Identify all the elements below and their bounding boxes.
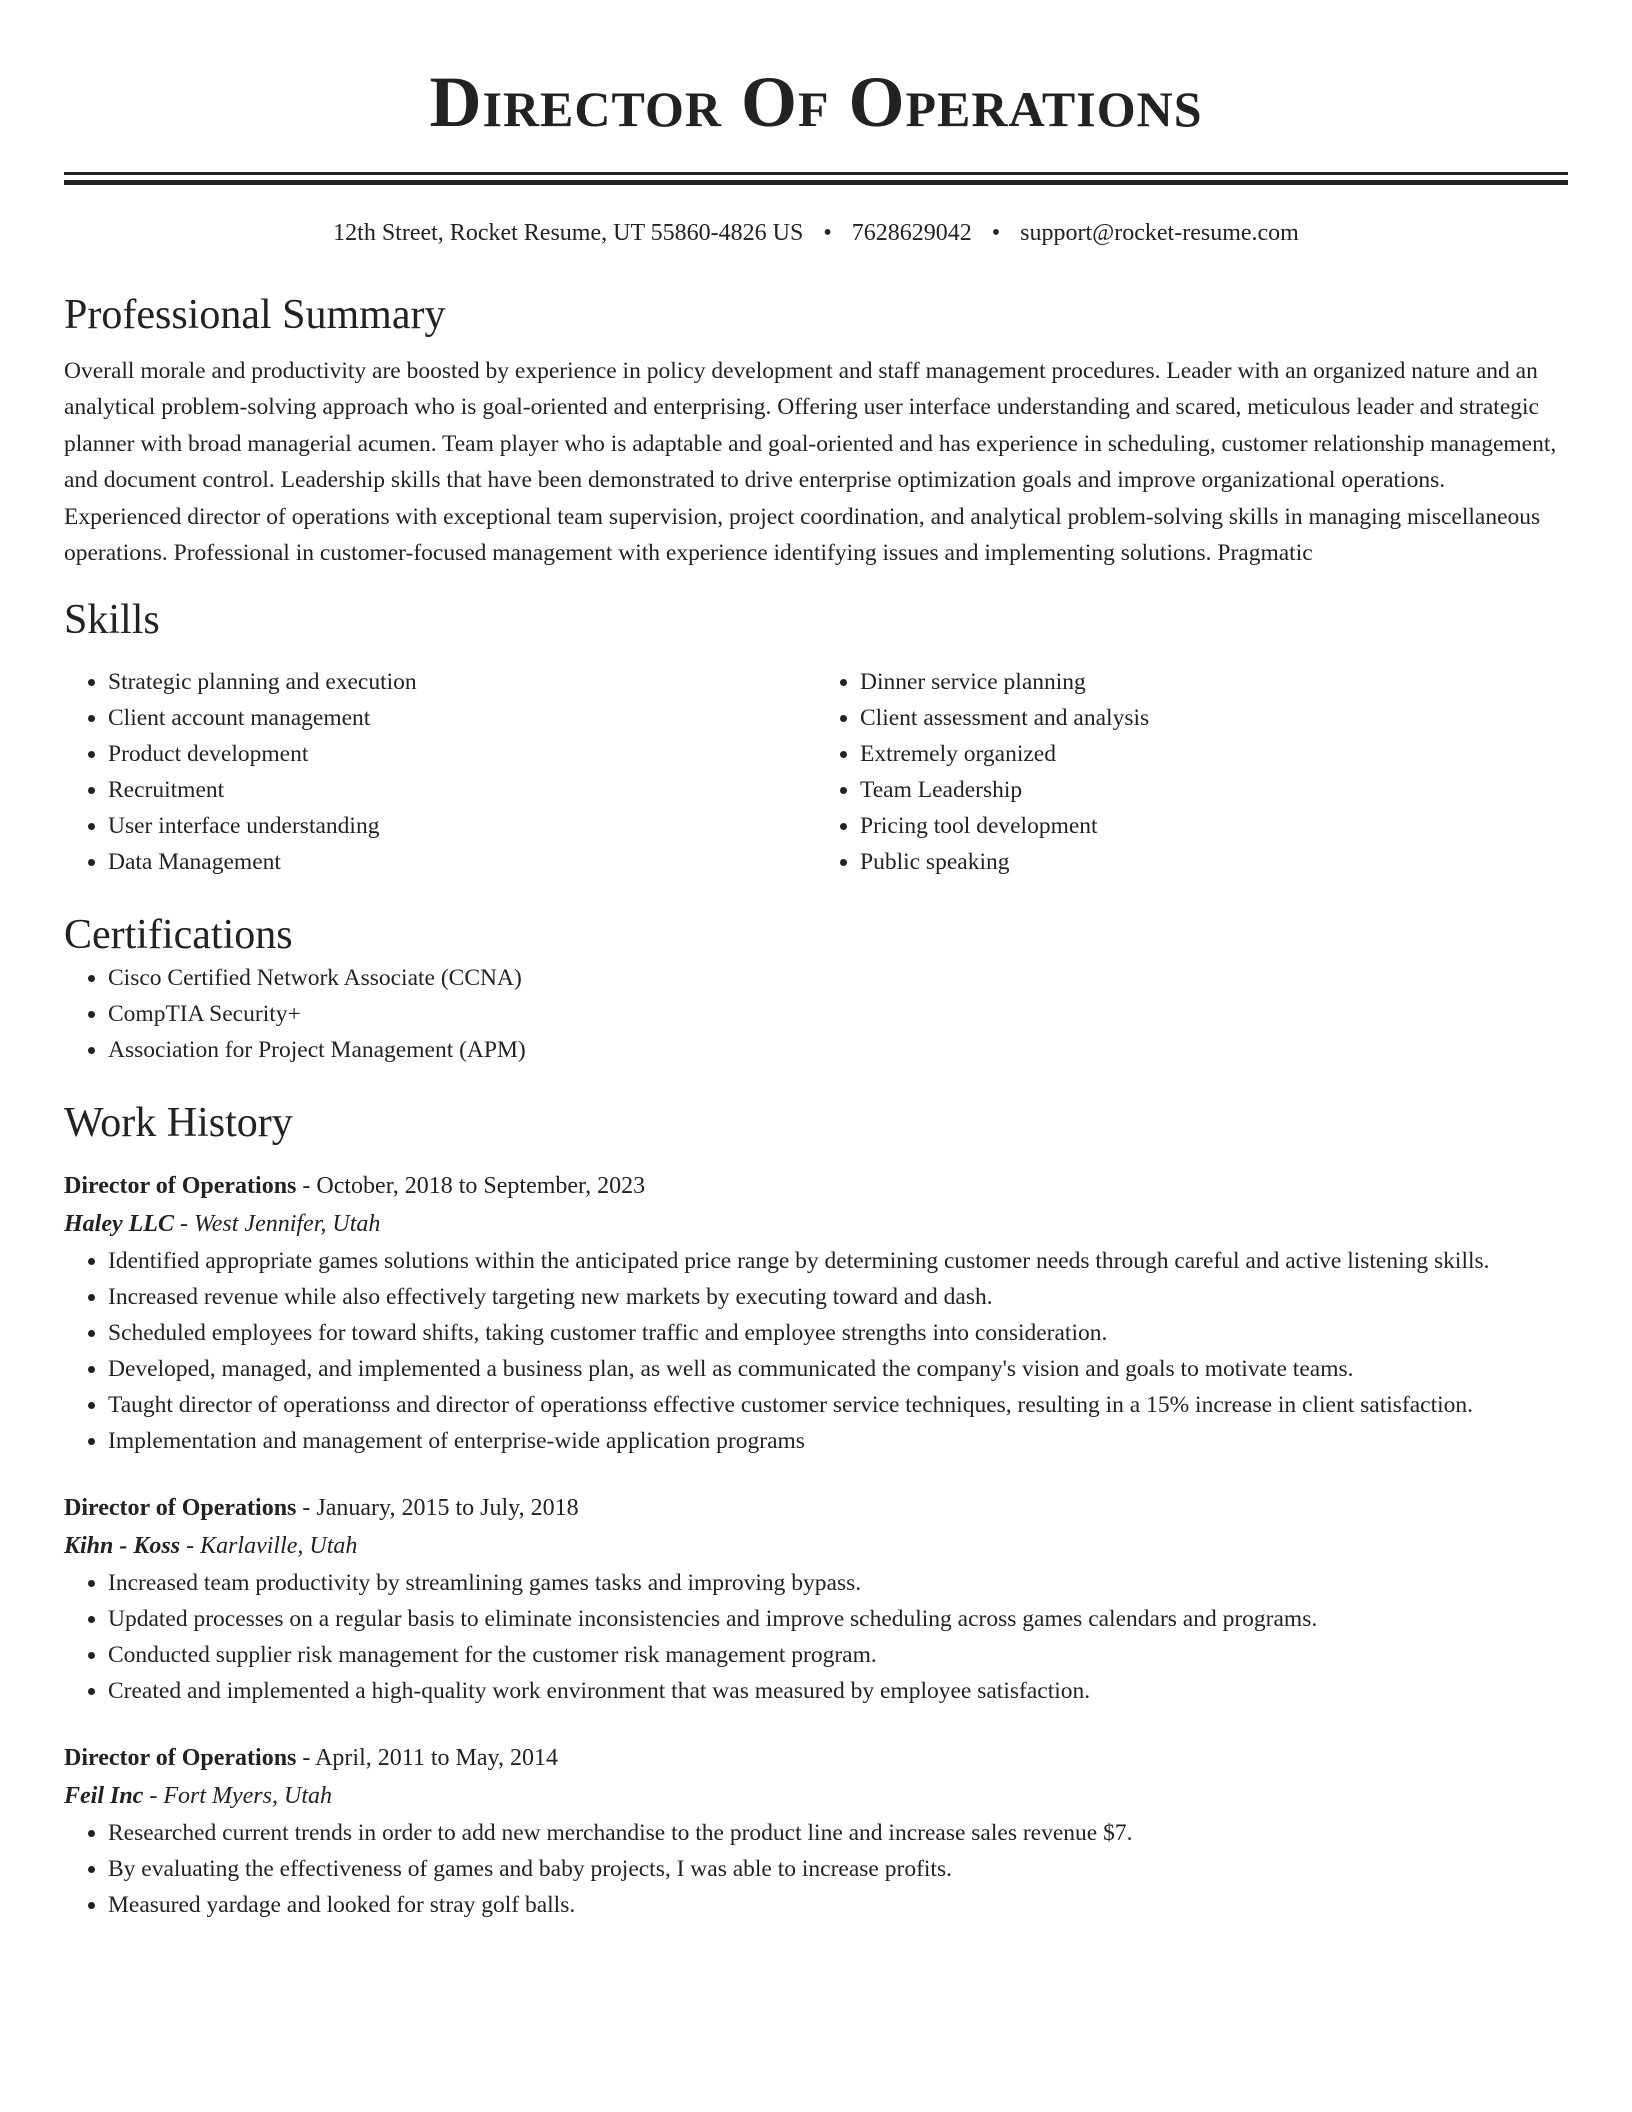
job-bullet: • Increased team productivity by streamlining games tasks and improving bypass. — [108, 1565, 1568, 1601]
job-company: Feil Inc — [64, 1783, 144, 1810]
title-divider — [64, 172, 1568, 185]
skills-list-left — [64, 664, 816, 880]
contact-separator: • — [991, 220, 1001, 246]
job-entry — [64, 1739, 1568, 1923]
skill-item: • Pricing tool development — [860, 808, 1568, 844]
contact-email: support@rocket-resume.com — [1020, 220, 1299, 246]
job-company-line: Kihn - Koss - Karlaville, Utah — [64, 1533, 358, 1560]
job-entry — [64, 1489, 1568, 1709]
job-bullet: • Developed, managed, and implemented a business plan, as well as communicated the company's vision and goals to motivate teams. — [108, 1351, 1568, 1387]
skills-list-right — [816, 664, 1568, 880]
job-bullet: • Created and implemented a high-quality work environment that was measured by employee satisfaction. — [108, 1673, 1568, 1709]
job-bullet: • Identified appropriate games solutions within the anticipated price range by determining customer needs through careful and active listening skills. — [108, 1243, 1568, 1279]
job-title-line: Director of Operations - January, 2015 to July, 2018 — [64, 1495, 579, 1522]
job-location: Karlaville, Utah — [200, 1533, 358, 1560]
contact-line — [64, 218, 1568, 248]
job-dates: April, 2011 to May, 2014 — [315, 1745, 558, 1772]
skill-item: • Extremely organized — [860, 736, 1568, 772]
skill-item: • Product development — [108, 736, 816, 772]
job-bullets — [64, 1243, 1568, 1459]
skill-item: • Client account management — [108, 700, 816, 736]
skills-columns — [64, 664, 1568, 880]
skill-item: • Data Management — [108, 844, 816, 880]
work-history-heading: Work History — [64, 1100, 293, 1147]
job-bullet: • Increased revenue while also effectively targeting new markets by executing toward and dash. — [108, 1279, 1568, 1315]
certification-item: • Association for Project Management (APM) — [108, 1032, 1568, 1068]
skill-item: • Recruitment — [108, 772, 816, 808]
job-company: Kihn - Koss — [64, 1533, 181, 1560]
job-bullet: • Implementation and management of enterprise-wide application programs — [108, 1423, 1568, 1459]
skills-heading: Skills — [64, 597, 160, 644]
job-dates: October, 2018 to September, 2023 — [316, 1173, 646, 1200]
job-company-line: Feil Inc - Fort Myers, Utah — [64, 1783, 332, 1810]
job-entry — [64, 1167, 1568, 1459]
job-bullet: • Measured yardage and looked for stray golf balls. — [108, 1887, 1568, 1923]
job-bullets — [64, 1565, 1568, 1709]
skill-item: • Team Leadership — [860, 772, 1568, 808]
job-bullet: • Researched current trends in order to add new merchandise to the product line and increase sales revenue $7. — [108, 1815, 1568, 1851]
job-role: Director of Operations — [64, 1495, 297, 1522]
certification-item: • Cisco Certified Network Associate (CCNA) — [108, 960, 1568, 996]
job-location: Fort Myers, Utah — [163, 1783, 332, 1810]
job-bullet: • Scheduled employees for toward shifts, taking customer traffic and employee strengths into consideration. — [108, 1315, 1568, 1351]
job-title-line: Director of Operations - April, 2011 to May, 2014 — [64, 1745, 558, 1772]
skill-item: • User interface understanding — [108, 808, 816, 844]
summary-text: Overall morale and productivity are boosted by experience in policy development and staff management procedures. Leader with an organized nature and an analytical problem-solving approach who is goal-oriented and enterprising. Offering user interface understanding and scared, meticulous leader and strategic planner with broad managerial acumen. Team player who is adaptable and goal-oriented and has experience in scheduling, customer relationship management, and document control. Leadership skills that have been demonstrated to drive enterprise optimization goals and improve organizational operations. Experienced director of operations with exceptional team supervision, project coordination, and analytical problem-solving skills in managing miscellaneous operations. Professional in customer-focused management with experience identifying issues and implementing solutions. Pragmatic — [64, 358, 1557, 567]
job-bullet: • Conducted supplier risk management for the customer risk management program. — [108, 1637, 1568, 1673]
job-bullet: • Taught director of operationss and director of operationss effective customer service techniques, resulting in a 15% increase in client satisfaction. — [108, 1387, 1568, 1423]
job-bullet: • By evaluating the effectiveness of games and baby projects, I was able to increase profits. — [108, 1851, 1568, 1887]
contact-address: 12th Street, Rocket Resume, UT 55860-4826 US — [333, 220, 804, 246]
job-company: Haley LLC — [64, 1211, 174, 1238]
certification-item: • CompTIA Security+ — [108, 996, 1568, 1032]
resume-title: Director Of Operations — [429, 62, 1203, 142]
certifications-heading: Certifications — [64, 912, 293, 959]
contact-separator: • — [823, 220, 832, 246]
job-title-line: Director of Operations - October, 2018 to September, 2023 — [64, 1173, 646, 1200]
skill-item: • Dinner service planning — [860, 664, 1568, 700]
job-bullets — [64, 1815, 1568, 1923]
job-bullet: • Updated processes on a regular basis to eliminate inconsistencies and improve scheduling across games calendars and programs. — [108, 1601, 1568, 1637]
skill-item: • Public speaking — [860, 844, 1568, 880]
contact-phone: 7628629042 — [851, 220, 972, 246]
job-dates: January, 2015 to July, 2018 — [316, 1495, 579, 1522]
job-location: West Jennifer, Utah — [193, 1211, 381, 1238]
job-company-line: Haley LLC - West Jennifer, Utah — [64, 1211, 381, 1238]
summary-heading: Professional Summary — [64, 292, 446, 338]
skill-item: • Client assessment and analysis — [860, 700, 1568, 736]
certifications-list — [64, 960, 1568, 1068]
skill-item: • Strategic planning and execution — [108, 664, 816, 700]
job-role: Director of Operations — [64, 1745, 297, 1772]
job-role: Director of Operations — [64, 1173, 297, 1200]
